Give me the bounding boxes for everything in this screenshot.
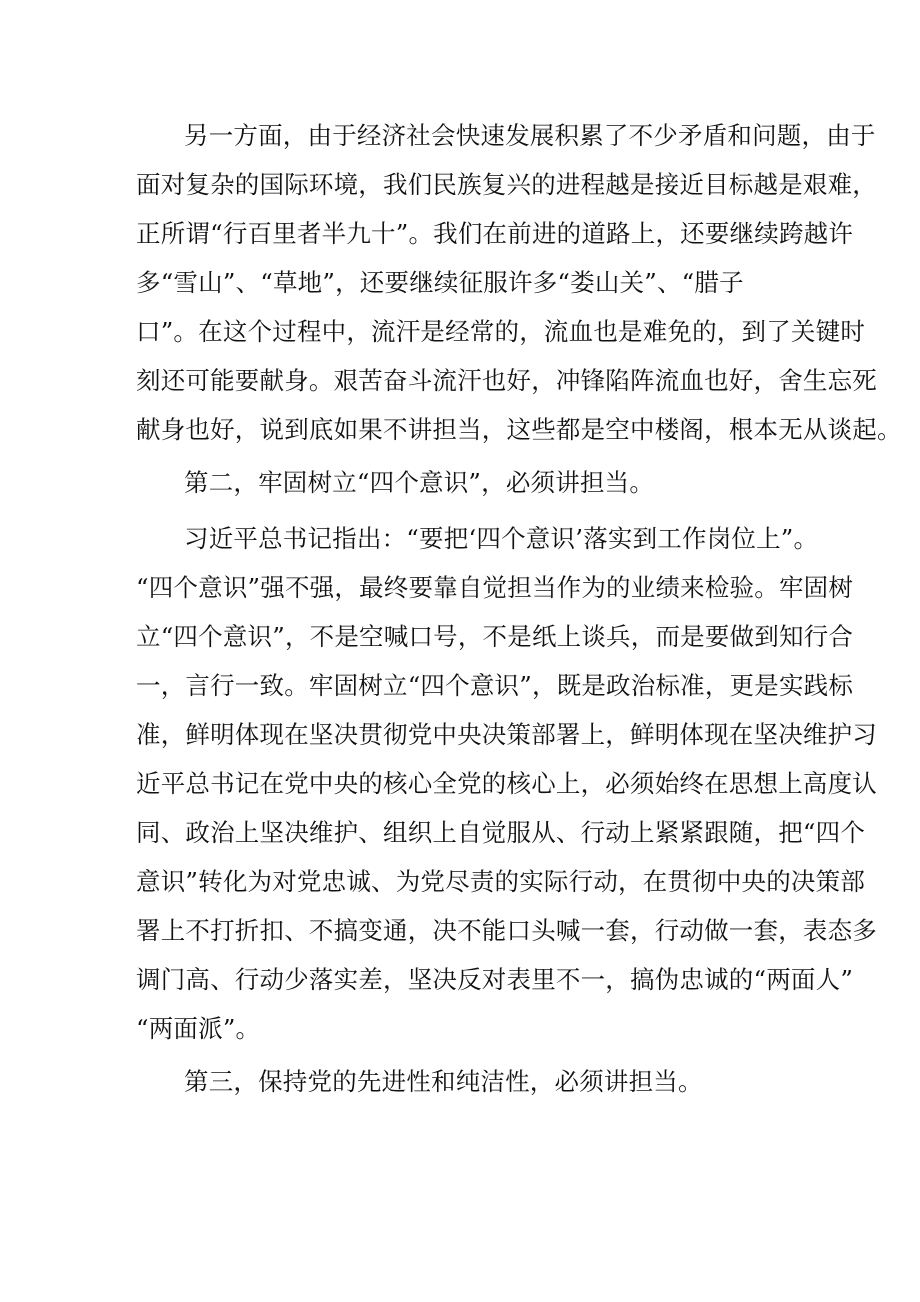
paragraph-line: 调门高、行动少落实差，坚决反对表里不一，搞伪忠诚的“两面人” xyxy=(136,965,854,994)
paragraph-line: 刻还可能要献身。艰苦奋斗流汗也好，冲锋陷阵流血也好，舍生忘死 xyxy=(136,366,877,395)
section-heading: 第二，牢固树立“四个意识”，必须讲担当。 xyxy=(184,468,655,497)
paragraph-line: 口”。在这个过程中，流汗是经常的，流血也是难免的，到了关键时 xyxy=(136,317,866,346)
paragraph-line: 正所谓“行百里者半九十”。我们在前进的道路上，还要继续跨越许 xyxy=(136,219,854,248)
paragraph-line: 多“雪山”、“草地”，还要继续征服许多“娄山关”、“腊子 xyxy=(136,268,744,297)
paragraph-line: 习近平总书记指出：“要把‘四个意识’落实到工作岗位上”。 xyxy=(184,524,819,553)
paragraph-line: 近平总书记在党中央的核心全党的核心上，必须始终在思想上高度认 xyxy=(136,769,877,798)
paragraph-line: “两面派”。 xyxy=(136,1014,261,1043)
paragraph-line: 意识”转化为对党忠诚、为党尽责的实际行动，在贯彻中央的决策部 xyxy=(136,867,866,896)
paragraph-line: 同、政治上坚决维护、组织上自觉服从、行动上紧紧跟随，把“四个 xyxy=(136,818,866,847)
paragraph-line: 立“四个意识”，不是空喊口号，不是纸上谈兵，而是要做到知行合 xyxy=(136,622,854,651)
paragraph-line: 一，言行一致。牢固树立“四个意识”，既是政治标准，更是实践标 xyxy=(136,671,854,700)
paragraph-line: 署上不打折扣、不搞变通，决不能口头喊一套，行动做一套，表态多 xyxy=(136,916,877,945)
paragraph-line: 献身也好，说到底如果不讲担当，这些都是空中楼阁，根本无从谈起。 xyxy=(136,415,902,444)
paragraph-line: 另一方面，由于经济社会快速发展积累了不少矛盾和问题，由于 xyxy=(184,121,876,150)
section-heading: 第三，保持党的先进性和纯洁性，必须讲担当。 xyxy=(184,1067,703,1096)
paragraph-line: 面对复杂的国际环境，我们民族复兴的进程越是接近目标越是艰难， xyxy=(136,170,877,199)
paragraph-line: 准，鲜明体现在坚决贯彻党中央决策部署上，鲜明体现在坚决维护习 xyxy=(136,720,877,749)
paragraph-line: “四个意识”强不强，最终要靠自觉担当作为的业绩来检验。牢固树 xyxy=(136,573,854,602)
